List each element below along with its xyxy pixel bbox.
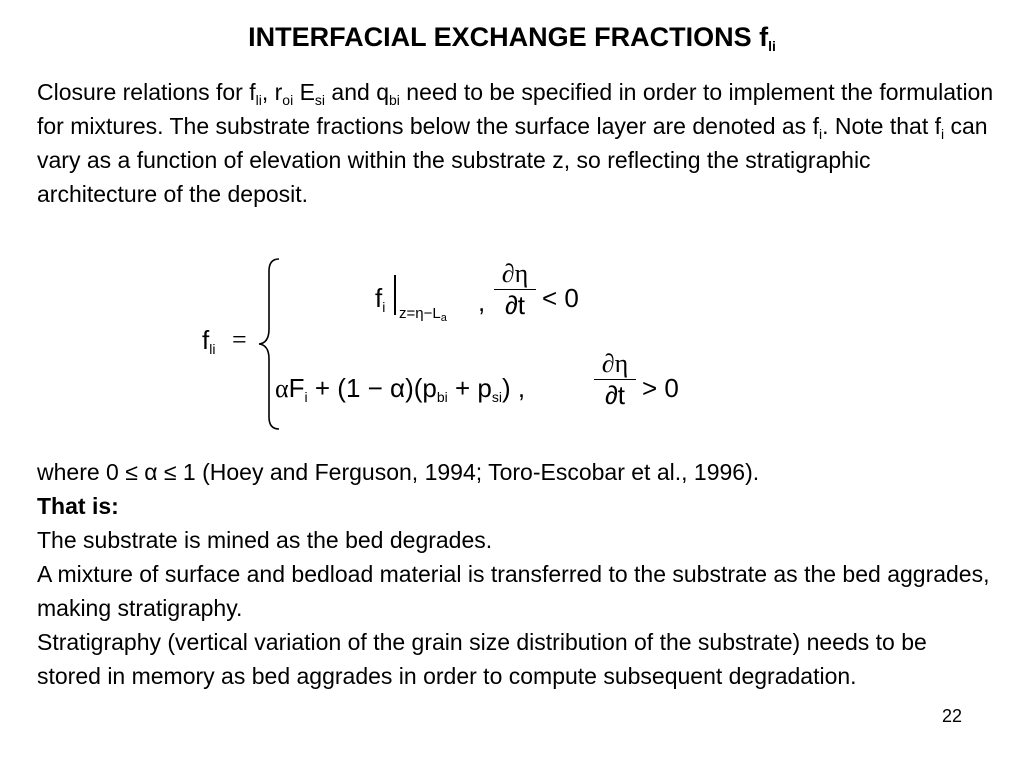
body-line-2: A mixture of surface and bedload material is transferred to the substrate as the bed aggrades, making stratigraphy. <box>37 561 990 621</box>
where-line: where 0 ≤ α ≤ 1 (Hoey and Ferguson, 1994; Toro-Escobar et al., 1996). <box>37 459 760 485</box>
case1-derivative: $\frac{\partial\eta}{\partial t}$ <box>494 259 536 320</box>
page-number: 22 <box>941 706 962 726</box>
equals-sign: = <box>232 325 247 354</box>
case2-derivative: $\frac{\partial\eta}{\partial t}$ <box>594 349 636 410</box>
that-is-heading: That is: <box>37 493 119 519</box>
left-brace-icon <box>255 257 285 432</box>
body-text <box>37 455 997 693</box>
equation-lhs: $f_{li}$ <box>202 325 216 357</box>
case1-evaluation: $z=\eta-L_a$ <box>399 305 447 324</box>
equation-block <box>0 245 1024 445</box>
intro-paragraph: Closure relations for $f_{li}$, $r_{oi}$ $E_{si}$ and $q_{bi}$ need to be specified in order to implement the formulation for mixtures. The substrate fractions below the surface layer are denoted as $f_i$. Note that $f_i$ can vary as a function of elevation within the substrate z, so reflecting the stratigraphic architecture of the deposit. <box>37 79 994 207</box>
body-line-3: Stratigraphy (vertical variation of the grain size distribution of the substrate) needs to be stored in memory as bed aggrades in order to compute subsequent degradation. <box>37 629 927 689</box>
case1-condition: < 0 <box>542 283 579 313</box>
case2-condition: > 0 <box>642 373 679 403</box>
case1-comma: , <box>478 287 486 317</box>
case1-f: $f_i$ <box>375 283 386 315</box>
evaluation-bar <box>394 275 396 315</box>
slide-title: INTERFACIAL EXCHANGE FRACTIONS $f_{li}$ <box>248 22 776 54</box>
body-line-1: The substrate is mined as the bed degrades. <box>37 527 493 553</box>
case2-expression: $\alpha F_i + (1 - \alpha)(p_{bi} + p_{si})$ , <box>275 373 526 405</box>
